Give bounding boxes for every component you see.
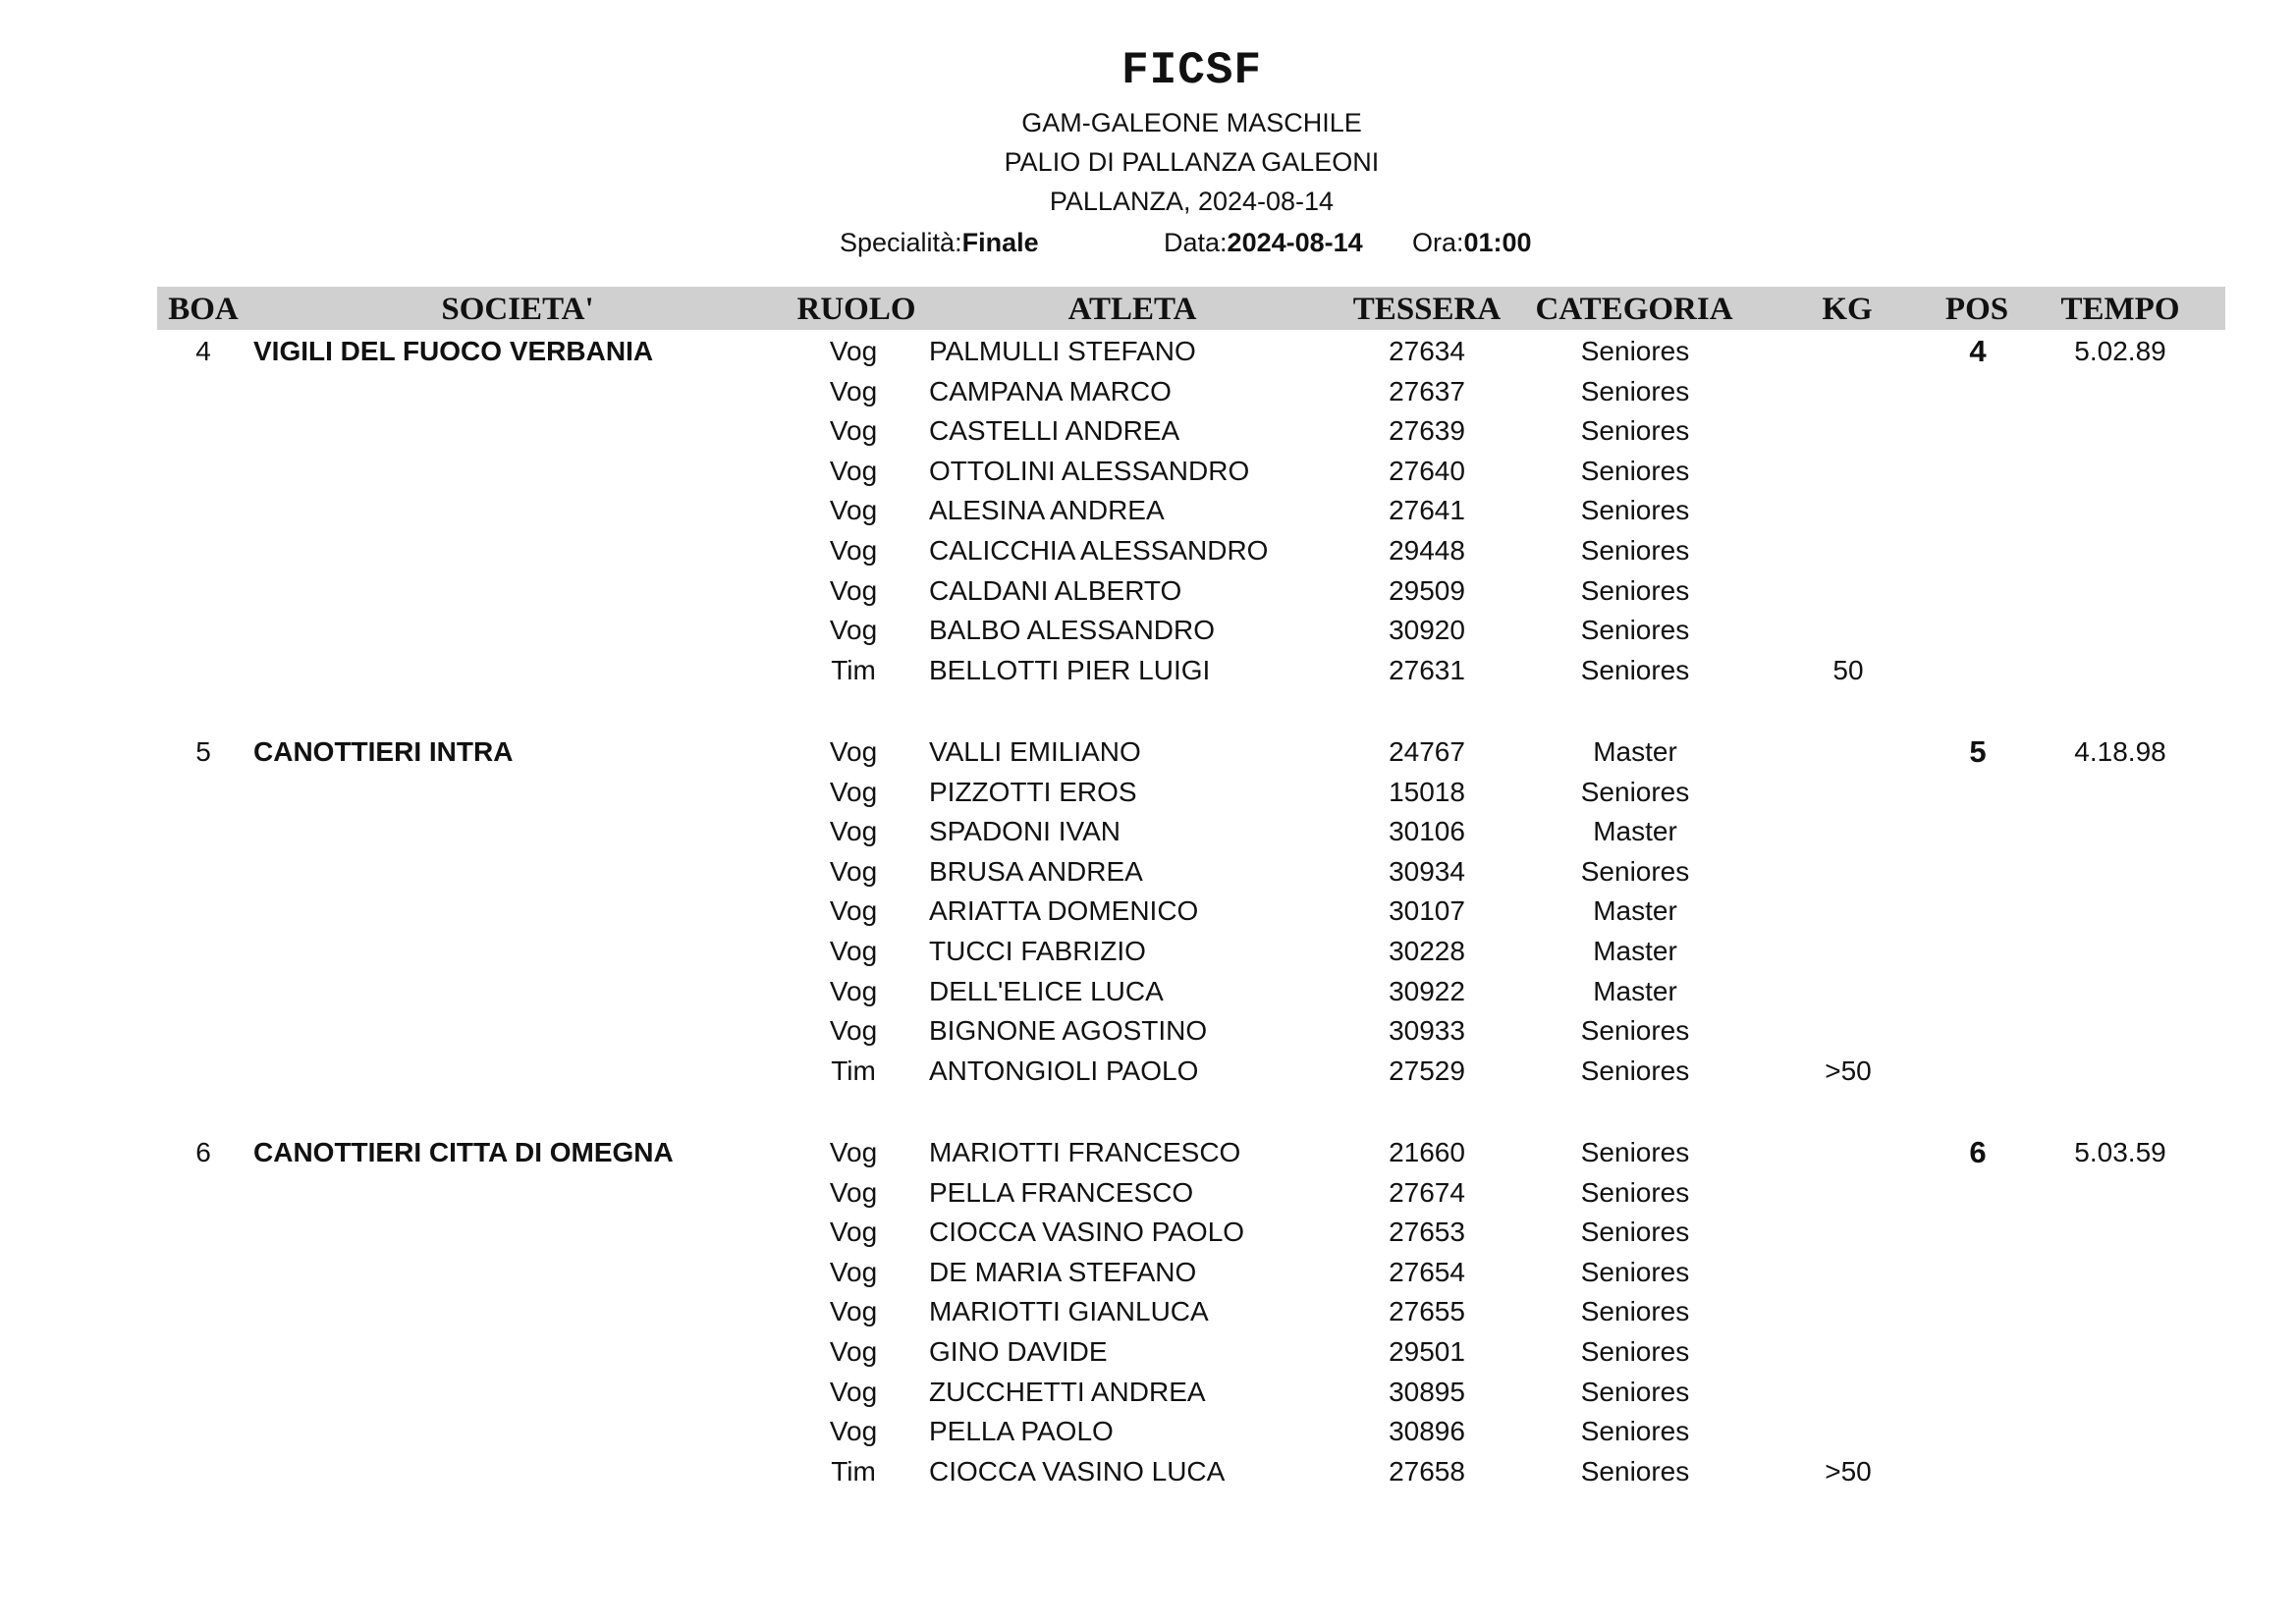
header-categoria: CATEGORIA — [1535, 292, 1733, 327]
ruolo-value: Vog — [829, 1336, 878, 1367]
categoria-value: Seniores — [1580, 1137, 1690, 1167]
categoria-value: Seniores — [1580, 1376, 1690, 1407]
position-value: 4 — [1969, 334, 1987, 368]
tessera-number: 30922 — [1389, 975, 1465, 1006]
categoria-value: Master — [1593, 816, 1677, 847]
table-row — [0, 1332, 2296, 1372]
table-row — [0, 611, 2296, 650]
position-value: 5 — [1969, 734, 1987, 769]
athlete-name: GINO DAVIDE — [929, 1336, 1108, 1367]
table-row — [0, 1412, 2296, 1451]
categoria-value: Seniores — [1580, 1256, 1690, 1287]
table-row — [0, 332, 2296, 371]
athlete-name: OTTOLINI ALESSANDRO — [929, 455, 1250, 486]
tessera-number: 30920 — [1389, 615, 1465, 646]
tessera-number: 27641 — [1389, 495, 1465, 526]
categoria-value: Seniores — [1580, 855, 1690, 887]
ruolo-value: Vog — [829, 1137, 878, 1167]
ora-field — [1412, 228, 1532, 258]
athlete-name: ARIATTA DOMENICO — [929, 895, 1199, 927]
societa-name: CANOTTIERI CITTA DI OMEGNA — [253, 1137, 674, 1167]
categoria-value: Seniores — [1580, 1416, 1690, 1447]
categoria-value: Seniores — [1580, 375, 1690, 406]
tessera-number: 27640 — [1389, 455, 1465, 486]
athlete-name: PELLA FRANCESCO — [929, 1176, 1194, 1208]
table-row — [0, 972, 2296, 1011]
athlete-name: ZUCCHETTI ANDREA — [929, 1376, 1206, 1407]
ruolo-value: Vog — [829, 615, 878, 646]
tessera-number: 27653 — [1389, 1217, 1465, 1248]
ruolo-value: Tim — [831, 1055, 876, 1086]
tessera-number: 29501 — [1389, 1336, 1465, 1367]
tessera-number: 29509 — [1389, 574, 1465, 606]
header-societa: SOCIETA' — [441, 292, 594, 327]
athlete-name: MARIOTTI GIANLUCA — [929, 1296, 1209, 1327]
place-date: PALLANZA, 2024-08-14 — [1049, 187, 1335, 216]
tessera-number: 24767 — [1389, 736, 1465, 767]
table-row — [0, 1011, 2296, 1051]
header-tempo: TEMPO — [2060, 292, 2180, 327]
categoria-value: Seniores — [1580, 1176, 1690, 1208]
data-field — [1164, 228, 1363, 258]
ruolo-value: Tim — [831, 1455, 876, 1487]
table-row — [0, 571, 2296, 611]
data-value: 2024-08-14 — [1227, 228, 1363, 257]
ruolo-value: Vog — [829, 1416, 878, 1447]
tessera-number: 30896 — [1389, 1416, 1465, 1447]
table-row — [0, 1253, 2296, 1292]
kg-value: >50 — [1825, 1455, 1872, 1487]
kg-value: 50 — [1832, 654, 1864, 685]
athlete-name: SPADONI IVAN — [929, 816, 1121, 847]
specialita-field — [840, 228, 1039, 258]
ruolo-value: Vog — [829, 455, 878, 486]
header-ruolo: RUOLO — [796, 292, 916, 327]
athlete-name: ANTONGIOLI PAOLO — [929, 1055, 1199, 1086]
societa-name: VIGILI DEL FUOCO VERBANIA — [253, 336, 654, 366]
table-row — [0, 372, 2296, 411]
categoria-value: Master — [1593, 975, 1677, 1006]
header-atleta: ATLETA — [1067, 292, 1197, 327]
table-header — [157, 287, 2225, 330]
ruolo-value: Vog — [829, 375, 878, 406]
athlete-name: DELL'ELICE LUCA — [929, 975, 1164, 1006]
categoria-value: Seniores — [1580, 336, 1690, 366]
tessera-number: 30228 — [1389, 936, 1465, 966]
categoria-value: Master — [1593, 895, 1677, 927]
ruolo-value: Vog — [829, 415, 878, 447]
table-row — [0, 732, 2296, 772]
categoria-value: Seniores — [1580, 776, 1690, 807]
time-value: 5.03.59 — [2074, 1137, 2166, 1167]
table-row — [0, 1452, 2296, 1491]
athlete-name: MARIOTTI FRANCESCO — [929, 1137, 1241, 1167]
categoria-value: Seniores — [1580, 495, 1690, 526]
boa-number: 4 — [195, 336, 211, 366]
categoria-value: Seniores — [1580, 1455, 1690, 1487]
header-tessera: TESSERA — [1352, 292, 1502, 327]
ruolo-value: Vog — [829, 1256, 878, 1287]
categoria-value: Seniores — [1580, 574, 1690, 606]
table-row — [0, 1052, 2296, 1091]
table-row — [0, 411, 2296, 451]
ora-value: 01:00 — [1463, 228, 1532, 257]
categoria-value: Master — [1593, 736, 1677, 767]
athlete-name: PIZZOTTI EROS — [929, 776, 1137, 807]
tessera-number: 27639 — [1389, 415, 1465, 447]
categoria-value: Master — [1593, 936, 1677, 966]
time-value: 5.02.89 — [2074, 336, 2166, 366]
categoria-value: Seniores — [1580, 1055, 1690, 1086]
table-row — [0, 1213, 2296, 1252]
table-row — [0, 852, 2296, 892]
ruolo-value: Vog — [829, 895, 878, 927]
tessera-number: 27654 — [1389, 1256, 1465, 1287]
tessera-number: 27637 — [1389, 375, 1465, 406]
ruolo-value: Tim — [831, 654, 876, 685]
athlete-name: DE MARIA STEFANO — [929, 1256, 1197, 1287]
ruolo-value: Vog — [829, 1217, 878, 1248]
table-row — [0, 1133, 2296, 1172]
ruolo-value: Vog — [829, 535, 878, 566]
tessera-number: 27631 — [1389, 654, 1465, 685]
athlete-name: CIOCCA VASINO PAOLO — [929, 1217, 1245, 1248]
athlete-name: BELLOTTI PIER LUIGI — [929, 654, 1211, 685]
tessera-number: 30934 — [1389, 855, 1465, 887]
athlete-name: PELLA PAOLO — [929, 1416, 1114, 1447]
ruolo-value: Vog — [829, 855, 878, 887]
tessera-number: 27529 — [1389, 1055, 1465, 1086]
tessera-number: 30933 — [1389, 1015, 1465, 1047]
categoria-value: Seniores — [1580, 455, 1690, 486]
event-name: GAM-GALEONE MASCHILE — [1021, 108, 1362, 137]
tessera-number: 27634 — [1389, 336, 1465, 366]
table-row — [0, 812, 2296, 851]
ruolo-value: Vog — [829, 776, 878, 807]
ruolo-value: Vog — [829, 1176, 878, 1208]
table-row — [0, 932, 2296, 971]
ruolo-value: Vog — [829, 1015, 878, 1047]
categoria-value: Seniores — [1580, 1296, 1690, 1327]
kg-value: >50 — [1825, 1055, 1872, 1086]
athlete-name: CALDANI ALBERTO — [929, 574, 1182, 606]
table-row — [0, 1173, 2296, 1213]
tessera-number: 27674 — [1389, 1176, 1465, 1208]
table-row — [0, 452, 2296, 491]
time-value: 4.18.98 — [2074, 736, 2166, 767]
table-row — [0, 1292, 2296, 1331]
ruolo-value: Vog — [829, 495, 878, 526]
ruolo-value: Vog — [829, 736, 878, 767]
table-row — [0, 892, 2296, 931]
tessera-number: 30895 — [1389, 1376, 1465, 1407]
competition-name: PALIO DI PALLANZA GALEONI — [1004, 147, 1380, 177]
tessera-number: 30107 — [1389, 895, 1465, 927]
table-row — [0, 1373, 2296, 1412]
position-value: 6 — [1969, 1135, 1987, 1169]
ruolo-value: Vog — [829, 816, 878, 847]
ruolo-value: Vog — [829, 936, 878, 966]
athlete-name: BRUSA ANDREA — [929, 855, 1143, 887]
athlete-name: CIOCCA VASINO LUCA — [929, 1455, 1226, 1487]
categoria-value: Seniores — [1580, 1336, 1690, 1367]
table-row — [0, 651, 2296, 690]
header-kg: KG — [1822, 292, 1873, 327]
ruolo-value: Vog — [829, 1296, 878, 1327]
tessera-number: 27655 — [1389, 1296, 1465, 1327]
table-row — [0, 773, 2296, 812]
athlete-name: CAMPANA MARCO — [929, 375, 1172, 406]
athlete-name: PALMULLI STEFANO — [929, 336, 1196, 366]
athlete-name: ALESINA ANDREA — [929, 495, 1165, 526]
categoria-value: Seniores — [1580, 1217, 1690, 1248]
header-pos: POS — [1944, 292, 2009, 327]
categoria-value: Seniores — [1580, 415, 1690, 447]
ruolo-value: Vog — [829, 975, 878, 1006]
categoria-value: Seniores — [1580, 654, 1690, 685]
categoria-value: Seniores — [1580, 615, 1690, 646]
header-boa: BOA — [168, 292, 239, 327]
ora-label: Ora: — [1412, 228, 1464, 257]
athlete-name: CASTELLI ANDREA — [929, 415, 1180, 447]
tessera-number: 29448 — [1389, 535, 1465, 566]
tessera-number: 21660 — [1389, 1137, 1465, 1167]
athlete-name: CALICCHIA ALESSANDRO — [929, 535, 1269, 566]
categoria-value: Seniores — [1580, 535, 1690, 566]
document-title: FICSF — [1121, 45, 1263, 96]
boa-number: 5 — [195, 736, 211, 767]
athlete-name: BIGNONE AGOSTINO — [929, 1015, 1208, 1047]
athlete-name: TUCCI FABRIZIO — [929, 936, 1146, 966]
societa-name: CANOTTIERI INTRA — [253, 736, 514, 767]
ruolo-value: Vog — [829, 1376, 878, 1407]
data-label: Data: — [1164, 228, 1228, 257]
ruolo-value: Vog — [829, 574, 878, 606]
specialita-value: Finale — [961, 228, 1039, 257]
tessera-number: 27658 — [1389, 1455, 1465, 1487]
categoria-value: Seniores — [1580, 1015, 1690, 1047]
athlete-name: VALLI EMILIANO — [929, 736, 1141, 767]
tessera-number: 30106 — [1389, 816, 1465, 847]
boa-number: 6 — [195, 1137, 211, 1167]
table-row — [0, 491, 2296, 530]
table-row — [0, 531, 2296, 570]
tessera-number: 15018 — [1389, 776, 1465, 807]
athlete-name: BALBO ALESSANDRO — [929, 615, 1216, 646]
ruolo-value: Vog — [829, 336, 878, 366]
specialita-label: Specialità: — [840, 228, 962, 257]
